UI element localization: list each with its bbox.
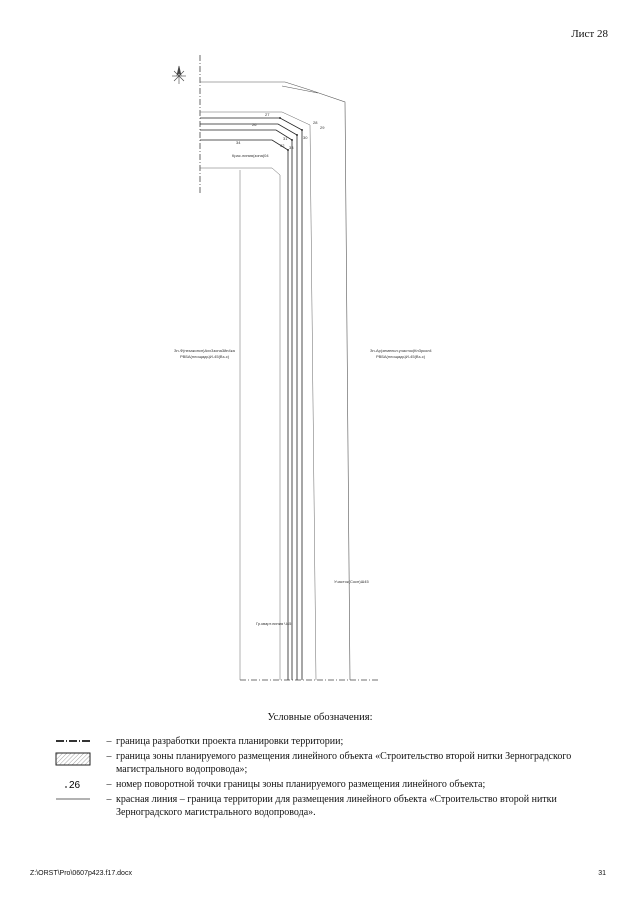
legend-text: граница зоны планируемого размещения линейного объекта «Строительство второй нитки Зерноградского магистрального водопровода»; — [116, 751, 572, 775]
thin-red-line-icon — [40, 793, 102, 806]
area-label-left-sub: РВБА(площадь)И-45(Вз-с) — [180, 354, 230, 359]
parcel-label: Участок(Сосн)Ш45 — [334, 579, 369, 584]
point-label: 31 — [283, 136, 288, 141]
point-label: 26 — [252, 122, 257, 127]
legend-title: Условные обозначения: — [267, 712, 373, 723]
area-label-left: Зн-Ф(незаконсн)Ахх3зона3йн4ка — [174, 348, 235, 353]
legend-row: – граница зоны планируемого размещения линейного объекта «Строительство второй нитки Зерноградского магистрального водопровода»; — [40, 750, 600, 776]
point-label: 33 — [289, 145, 294, 150]
point-label: 27 — [265, 112, 270, 117]
red-line-boundary — [200, 112, 316, 680]
file-path: Z:\ORST\Pro\0607p423.f17.docx — [30, 870, 132, 877]
sheet-label: Лист 28 — [571, 28, 608, 40]
hatched-zone-rectangle-icon — [40, 750, 102, 776]
legend-row: – граница разработки проекта планировки территории; — [40, 735, 600, 748]
legend-text: граница разработки проекта планировки территории; — [116, 736, 344, 747]
legend-row: 26 – номер поворотной точки границы зоны планируемого размещения линейного объекта; — [40, 778, 600, 791]
point-label: 32 — [280, 143, 285, 148]
parcel-label: Крас.линия(зона)04 — [232, 153, 269, 158]
point-label: 28 — [313, 120, 318, 125]
turning-point-marker-icon — [40, 778, 102, 791]
legend — [40, 735, 600, 821]
legend-text: номер поворотной точки границы зоны планируемого размещения линейного объекта; — [116, 779, 486, 790]
parcel-label: Гр.кварт.линия Ч45 — [256, 621, 292, 626]
point-label: 34 — [236, 140, 241, 145]
marker-label: 26 — [69, 780, 81, 791]
legend-row: – красная линия – граница территории для размещения линейного объекта «Строительство второй нитки Зерноградского магистрального водопровода». — [40, 793, 600, 819]
legend-text: красная линия – граница территории для размещения линейного объекта «Строительство второй нитки Зерноградского магистрального водопровода». — [116, 794, 557, 818]
area-label-right-sub: РВБА(площадь)И-45(Вз-с) — [376, 354, 426, 359]
point-label: 30 — [303, 135, 308, 140]
page-number: 31 — [598, 870, 606, 877]
planned-zone-corridor — [200, 118, 302, 680]
terrain-outline — [200, 82, 350, 680]
north-arrow-icon — [172, 66, 186, 84]
area-label-right: Зн-Ар(земельн.участок)Кн3ркол4 — [370, 348, 432, 353]
dash-dot-boundary-line-icon — [40, 735, 102, 748]
point-label: 29 — [320, 125, 325, 130]
